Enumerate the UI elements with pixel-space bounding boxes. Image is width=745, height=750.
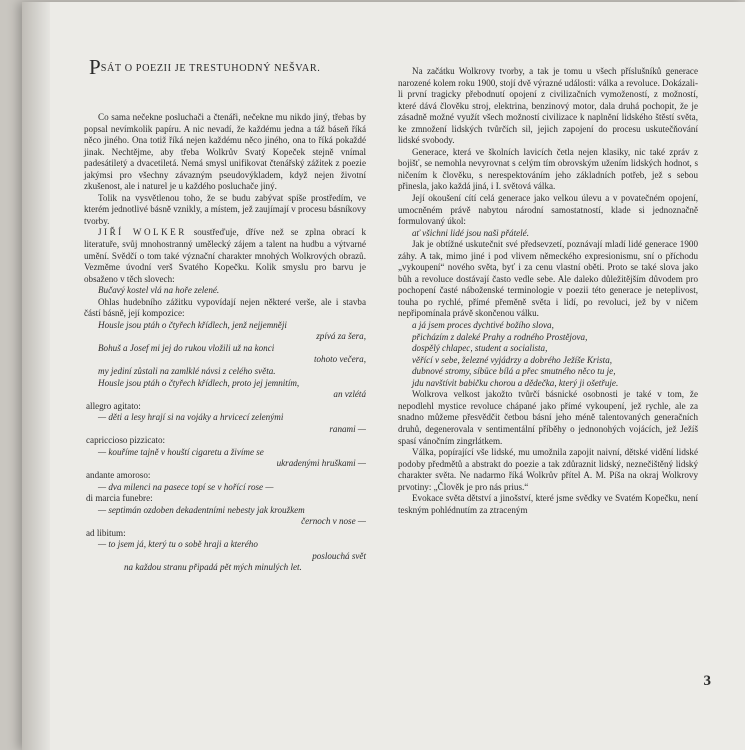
paragraph (398, 66, 698, 147)
paragraph-text: Ohlas hudebního zážitku vypovídají nejen některé verše, ale i stavba částí básně, její kompozice: (84, 296, 366, 319)
paragraph-text: Její okoušení cítí celá generace jako velkou úlevu a v povatečném opojení, umocněném právě nabytou národní samostatností, klade si jednoznačně formulovaný úkol: (398, 193, 698, 227)
verse-line: jdu navštívit babičku chorou a dědečka, který ji ošetřuje. (412, 377, 619, 388)
verse-line: Housle jsou ptáh o čtyřech křídlech, proto jej jemnitím, (98, 377, 300, 388)
verse-line: — děti a lesy hrají si na vojáky a hrvicecí zelenými (98, 412, 284, 423)
tempo-marking: di marcia funebre: (86, 493, 153, 504)
verse-line: — kouříme tajně v houští cigaretu a živíme se (98, 446, 264, 457)
article-title (89, 57, 359, 78)
verse-line: — dva milenci na pasece topí se v hořící rose — (98, 481, 274, 492)
book-gutter (22, 2, 50, 750)
title-dropcap: P (89, 55, 101, 79)
verse-line: na každou stranu připadá pět mých minulých let. (124, 562, 302, 573)
paragraph (84, 193, 366, 228)
paragraph (84, 112, 366, 193)
paragraph-text: soustřeďuje, dříve než se zplna obrací k literatuře, svůj mnohostranný umělecký zájem a talent na hudbu a výtvarné umění. Svědčí o tom také význační charakter mnohých Wolkrových obrazů. Vezměme úvodní verš Svatého Kopečku. Kolik smyslu pro barvu je obsaženo v těch slovech: (84, 227, 366, 284)
verse-line: a já jsem proces dychtivé božího slova, (412, 320, 554, 331)
paragraph (84, 297, 366, 320)
page-number: 3 (703, 673, 711, 689)
verse-line: dospělý chlapec, student a socialista, (412, 343, 548, 354)
verse-line: Houslе jsou ptáh o čtyřech křídlech, jenž nejjemněji (98, 319, 287, 330)
tempo-marking: capriccioso pizzicato: (86, 435, 166, 446)
paragraph (398, 493, 698, 516)
verse-line: — septimán ozdoben dekadentními nebesty jak kroužkem (98, 504, 305, 515)
verse-line: — to jsem já, který tu o sobě hraji a kterého (98, 539, 258, 550)
paragraph-text: Generace, která ve školních lavicích četla nejen klasiky, nic také zpráv z bojišť, se nemohla nevyrovnat s celým tím obrovským užením lidských hodnot, s ničením k člověku, s nerespektováním jeho základních potřeb, jež s sebou přinesla, jako každá jiná, i I. světová válka. (398, 146, 698, 192)
paragraph (398, 447, 698, 493)
paragraph (398, 193, 698, 228)
verse-line: věřící v sebe, železné vyjádrzy a dobrého Ježíše Krista, (412, 354, 613, 365)
page-sheet (22, 2, 745, 750)
verse-line: přicházím z daleké Prahy a rodného Prostějova, (412, 331, 588, 342)
paragraph-text: Válka, popírající vše lidské, mu umožnila zapojit naivní, dětské vidění lidské podoby předmětů a abstrakt do poezie a tak zdůraznit lidský, neznečištěný lidský charakter světa. Ne nadarmo říká Wolkrův přítel A. M. Píša na okraj Wolkrovy prvotiny: „Člověk je pro nás prius.“ (398, 447, 698, 492)
paragraph-text: Evokace světa dětství a jinošství, které jsme svědky ve Svatém Kopečku, není teskným pohlédnutím za ztraceným (398, 493, 698, 515)
paragraph-text: Jak je obtížné uskutečnit své předsevzetí, poznávají mladí lidé generace 1900 záhy. A tak, mimo jiné i pod vlivem německého expresionismu, sní o příchodu „vykoupení“ nového světa, byť i za cenu vlastní oběti. Proto se také slova jako bůh a revoluce dostávají často vedle sebe. Ale daleko důležitějším důvodem pro pochopení časté náboženské terminologie v poezii této generace je neteplivost, touha po rychlé, přímé přeměně světa i lidí, po revoluci, jež by v ničem nepřipomínala právě skončenou válku. (398, 239, 698, 319)
title-text: SÁT O POEZII JE TRESTUHODNÝ NEŠVAR. (100, 63, 321, 74)
right-column (398, 66, 698, 516)
paragraph (84, 227, 366, 285)
verse-line: ranami — (329, 423, 366, 434)
tempo-marking: andante amoroso: (86, 469, 151, 480)
verse-line: Bohuš a Josef mi jej do rukou vložili už na konci (98, 342, 275, 353)
left-column (84, 112, 366, 574)
tempo-marking: allegro agitato: (86, 400, 141, 411)
verse-line: Bučavý kostel vlá na hoře zelené. (98, 285, 220, 296)
paragraph (398, 239, 698, 320)
verse-line: poslouchá svět (312, 550, 366, 561)
paragraph-text: Na začátku Wolkrovy tvorby, a tak je tomu u všech příslušníků generace narozené kolem roku 1900, stojí dvě výrazné události: válka a revoluce. Dokázali-li první tragicky přebodnutí opojení z civilizačních vymožeností, z možností, které dává člověku stroj, elektrina, benzinový motor, dala druhá pochopit, že je zásadně možné využít všech možností civilizace k naplnění lidského štěstí světa, ke zmnožení lidských tvůrčích sil, jejich zapojení do procesu uskutečňování lidské svobody. (398, 66, 698, 146)
verse-line: tohoto večera, (313, 354, 366, 365)
paragraph-text: Wolkrova velkost jakožto tvůrčí básnické osobnosti je také v tom, že nepodlehl mystice revoluce chápané jako přímé vykoupení, jež rychle, ale za snadno můžeme přesvědčit četbou básní jeho méně talentovaných generačních druhů, degenerovala v sentimentální příběhy o jednonohých vojácích, jež Ježíš spasí vánočním zingrlátkem. (398, 389, 698, 446)
verse-line: černoch v nose — (301, 516, 366, 527)
verse-line: ať všichni lidé jsou naši přátelé. (412, 227, 529, 238)
verse-line: my jediní zůstali na zamlklé návsi z celého světa. (98, 366, 276, 377)
paragraph (398, 389, 698, 447)
paragraph (398, 147, 698, 193)
paragraph-text: Co sama nečekne posluchači a čtenáři, nečekne mu nikdo jiný, třebas by popsal nevímkolik papíru. A nic nevadí, že každému jedna a táž báseň říká něco jiného. Ona totiž říká nejen každému něco jiného, ona to říká pokaždé jinak. Nechtějme, aby třeba Wolkrův Svatý Kopeček stejně vnímal padesátiletý a dvacetiletá. Nemá smysl unifikovat čtenářský zážitek z poezie jakýmsi pro všechny závazným pseudovýkladem, když nejen životní zkušenost, ale i naturel je u každého posluchače jiný. (84, 112, 366, 192)
verse-line: ukradenými hruškami — (276, 458, 366, 469)
verse-line: dubnové stromy, síbüce bílá a přec smutného něco tu je, (412, 366, 616, 377)
tempo-marking: ad libitum: (86, 527, 126, 538)
lead-name: JIŘÍ WOLKER (98, 227, 187, 238)
verse-line: zpívá za šera, (316, 331, 366, 342)
verse-line: an vzlétá (333, 389, 366, 400)
paragraph-text: Tolik na vysvětlenou toho, že se budu zabývat spíše prostředím, ve kterém jednotlivé básně vznikly, a místem, jež zaujímají v procesu básníkovy tvorby. (84, 192, 366, 226)
